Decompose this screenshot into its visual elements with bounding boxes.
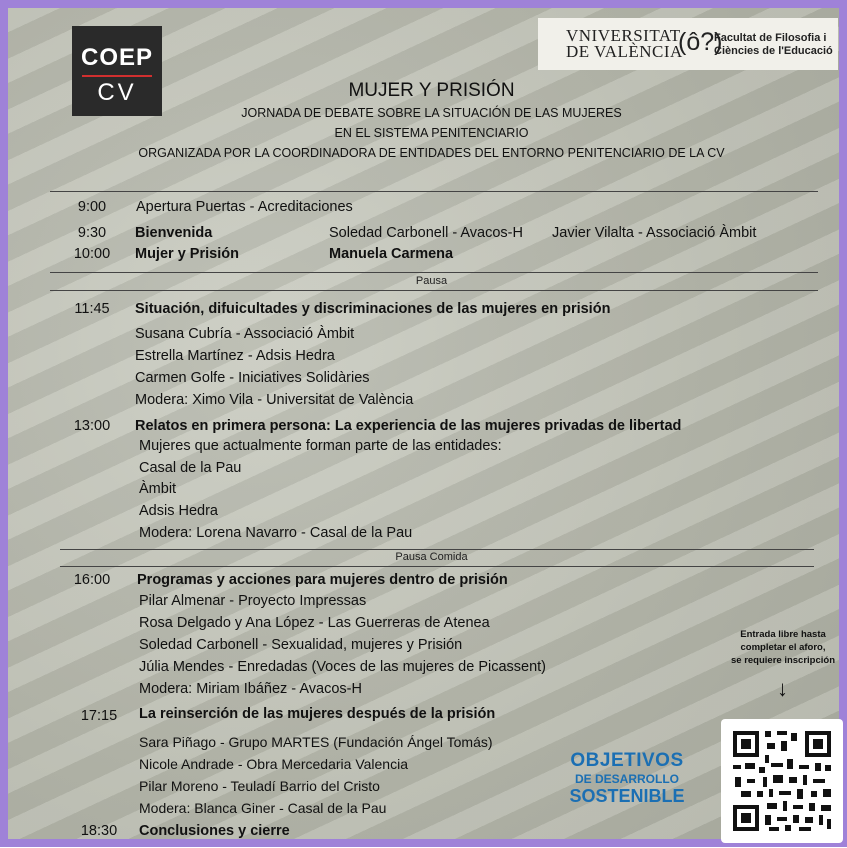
speaker-line: Júlia Mendes - Enredadas (Voces de las mujeres de Picassent) [139, 659, 547, 675]
moderator-line: Modera: Ximo Vila - Universitat de València [135, 392, 414, 408]
divider-pause-1-top [50, 272, 818, 273]
session-welcome: Bienvenida [135, 225, 213, 241]
university-line2: DE VALÈNCIA [566, 42, 683, 61]
speaker-line: Carmen Golfe - Iniciatives Solidàries [135, 370, 370, 386]
time-9-00: 9:00 [77, 199, 107, 215]
registration-line3: se requiere inscripción [730, 655, 835, 666]
time-13-00: 13:00 [73, 418, 111, 434]
session-programas: Programas y acciones para mujeres dentro de prisión [137, 572, 508, 588]
divider-pause-2-bottom [60, 566, 814, 567]
session-mujer-prision: Mujer y Prisión [135, 246, 239, 262]
speaker-line: Rosa Delgado y Ana López - Las Guerreras de Atenea [139, 615, 490, 631]
faculty-line1: Facultat de Filosofia i [714, 32, 827, 44]
speaker-line: Pilar Moreno - Teuladí Barrio del Cristo [139, 778, 380, 794]
registration-line2: completar el aforo, [740, 642, 826, 653]
logo-divider [82, 75, 152, 77]
session-relatos: Relatos en primera persona: La experiencia de las mujeres privadas de libertad [135, 418, 682, 434]
sdg-line2: DE DESARROLLO [574, 772, 679, 786]
event-title: MUJER Y PRISIÓN [348, 80, 515, 101]
speaker-welcome-2: Javier Vilalta - Associació Àmbit [552, 225, 757, 241]
registration-note [708, 628, 847, 667]
time-16-00: 16:00 [73, 572, 111, 588]
session-reinsercion: La reinserción de las mujeres después de la prisión [139, 706, 496, 722]
event-subtitle-3: ORGANIZADA POR LA COORDINADORA DE ENTIDADES DEL ENTORNO PENITENCIARIO DE LA CV [138, 146, 725, 160]
arrow-down-icon: ↓ [777, 676, 788, 701]
time-11-45: 11:45 [74, 301, 110, 317]
pause-label: Pausa [415, 275, 448, 287]
moderator-line: Modera: Miriam Ibáñez - Avacos-H [139, 681, 362, 697]
time-17-15: 17:15 [80, 708, 118, 724]
time-18-30: 18:30 [80, 823, 118, 839]
moderator-line: Modera: Lorena Navarro - Casal de la Pau [139, 525, 413, 541]
speaker-line: Mujeres que actualmente forman parte de las entidades: [139, 438, 502, 454]
university-line1: VNIVERSITAT [566, 26, 681, 45]
faculty-symbol-icon: (ô?) [678, 28, 723, 56]
faculty-line2: Ciències de l'Educació [714, 45, 833, 57]
speaker-line: Casal de la Pau [139, 460, 242, 476]
sdg-line1: OBJETIVOS [570, 750, 684, 771]
sdg-line3: SOSTENIBLE [569, 786, 685, 806]
event-subtitle-1: JORNADA DE DEBATE SOBRE LA SITUACIÓN DE LAS MUJERES [241, 106, 622, 120]
speaker-line: Nicole Andrade - Obra Mercedaria Valencia [139, 756, 408, 772]
speaker-line: Adsis Hedra [139, 503, 218, 519]
session-opening: Apertura Puertas - Acreditaciones [136, 199, 353, 215]
moderator-line: Modera: Blanca Giner - Casal de la Pau [139, 800, 387, 816]
speaker-line: Estrella Martínez - Adsis Hedra [135, 348, 335, 364]
divider-pause-1-bottom [50, 290, 818, 291]
divider-top [50, 191, 818, 192]
speaker-keynote: Manuela Carmena [329, 246, 454, 262]
time-9-30: 9:30 [77, 225, 107, 241]
speaker-welcome-1: Soledad Carbonell - Avacos-H [329, 225, 523, 241]
speaker-line: Sara Piñago - Grupo MARTES (Fundación Ángel Tomás) [139, 734, 493, 750]
speaker-line: Pilar Almenar - Proyecto Impressas [139, 593, 367, 609]
logo-line1: COEP [80, 44, 153, 71]
divider-pause-2-top [60, 549, 814, 550]
sdg-logo [563, 750, 691, 807]
logo-line2: CV [97, 79, 137, 106]
speaker-line: Soledad Carbonell - Sexualidad, mujeres y Prisión [139, 637, 463, 653]
qr-code-icon[interactable] [721, 719, 843, 843]
coep-logo [72, 26, 162, 116]
university-name [566, 28, 683, 60]
registration-line1: Entrada libre hasta [740, 629, 826, 640]
qr-code-graphic [721, 719, 843, 843]
faculty-name [714, 32, 833, 58]
university-logo [538, 18, 838, 70]
session-situacion: Situación, difuicultades y discriminaciones de las mujeres en prisión [135, 301, 611, 317]
lunch-pause-label: Pausa Comida [395, 551, 468, 563]
speaker-line: Àmbit [139, 481, 177, 497]
session-conclusiones: Conclusiones y cierre [139, 823, 290, 839]
time-10-00: 10:00 [73, 246, 111, 262]
speaker-line: Susana Cubría - Associació Àmbit [135, 326, 355, 342]
event-subtitle-2: EN EL SISTEMA PENITENCIARIO [334, 126, 529, 140]
